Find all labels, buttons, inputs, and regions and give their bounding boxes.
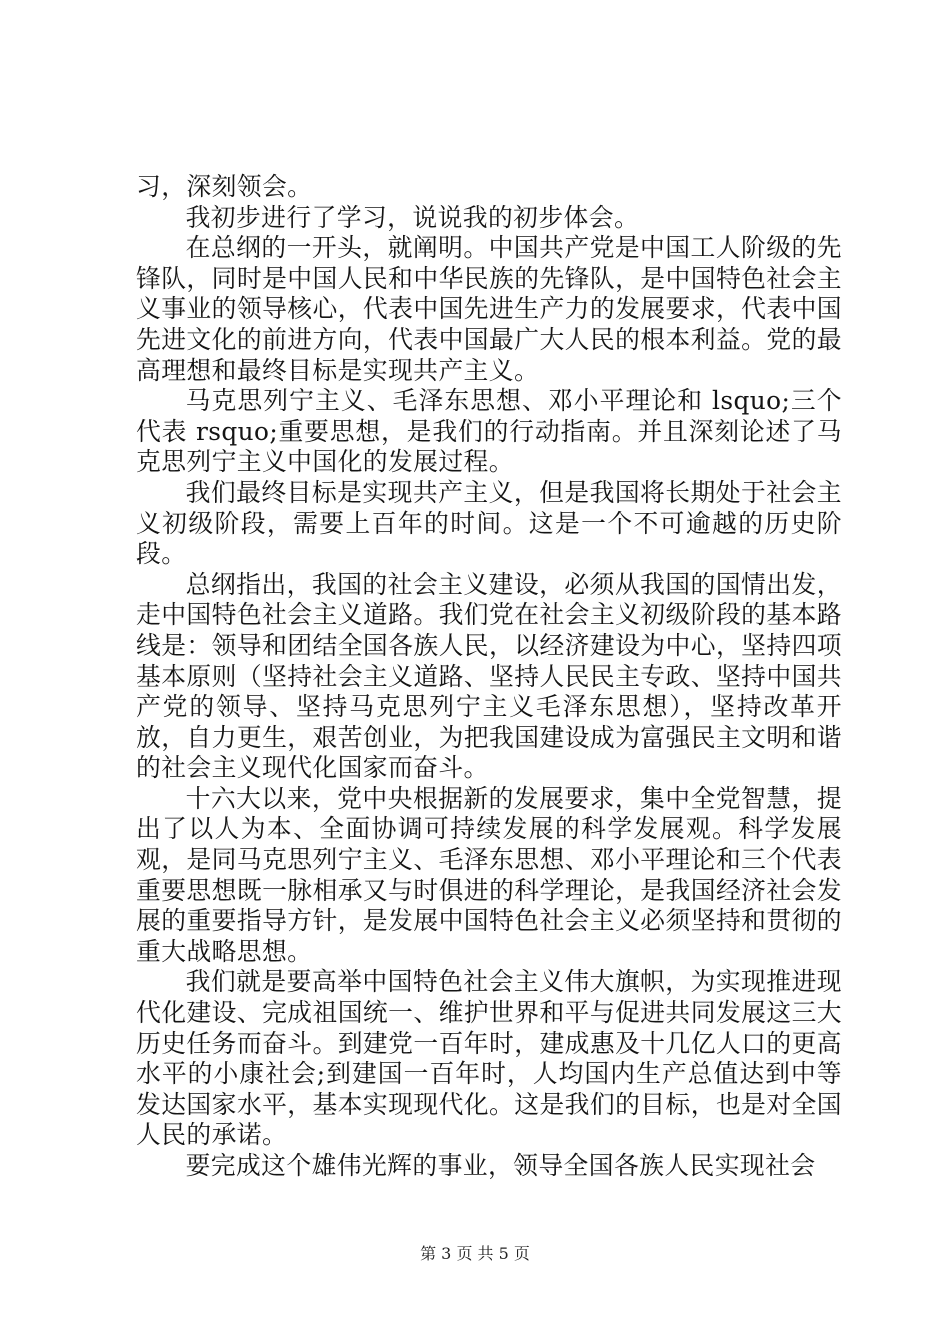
- paragraph-3: 在总纲的一开头，就阐明。中国共产党是中国工人阶级的先锋队，同时是中国人民和中华民族的先锋队，是中国特色社会主义事业的领导核心，代表中国先进生产力的发展要求，代表中国先进文化的前进方向，代表中国最广大人民的根本利益。党的最高理想和最终目标是实现共产主义。: [136, 233, 842, 385]
- paragraph-9: 要完成这个雄伟光辉的事业，领导全国各族人民实现社会: [185, 1151, 816, 1180]
- paragraph-1: 习，深刻领会。: [136, 172, 313, 201]
- page-number-label: 第 3 页 共 5 页: [420, 1244, 530, 1263]
- document-body: [136, 172, 842, 1182]
- page-footer: [0, 1244, 950, 1264]
- paragraph-7: 十六大以来，党中央根据新的发展要求，集中全党智慧，提出了以人为本、全面协调可持续发展的科学发展观。科学发展观，是同马克思列宁主义、毛泽东思想、邓小平理论和三个代表重要思想既一脉相承又与时俱进的科学理论，是我国经济社会发展的重要指导方针，是发展中国特色社会主义必须坚持和贯彻的重大战略思想。: [136, 783, 842, 966]
- paragraph-6: 总纲指出，我国的社会主义建设，必须从我国的国情出发，走中国特色社会主义道路。我们党在社会主义初级阶段的基本路线是：领导和团结全国各族人民，以经济建设为中心，坚持四项基本原则（坚持社会主义道路、坚持人民民主专政、坚持中国共产党的领导、坚持马克思列宁主义毛泽东思想），坚持改革开放，自力更生，艰苦创业，为把我国建设成为富强民主文明和谐的社会主义现代化国家而奋斗。: [136, 569, 842, 783]
- paragraph-5: 我们最终目标是实现共产主义，但是我国将长期处于社会主义初级阶段，需要上百年的时间。这是一个不可逾越的历史阶段。: [136, 477, 842, 569]
- paragraph-8: 我们就是要高举中国特色社会主义伟大旗帜，为实现推进现代化建设、完成祖国统一、维护世界和平与促进共同发展这三大历史任务而奋斗。到建党一百年时，建成惠及十几亿人口的更高水平的小康社会;到建国一百年时，人均国内生产总值达到中等发达国家水平，基本实现现代化。这是我们的目标，也是对全国人民的承诺。: [136, 967, 842, 1150]
- paragraph-2: 我初步进行了学习，说说我的初步体会。: [185, 202, 640, 232]
- paragraph-4: 马克思列宁主义、毛泽东思想、邓小平理论和 lsquo;三个代表 rsquo;重要思想，是我们的行动指南。并且深刻论述了马克思列宁主义中国化的发展过程。: [136, 386, 842, 477]
